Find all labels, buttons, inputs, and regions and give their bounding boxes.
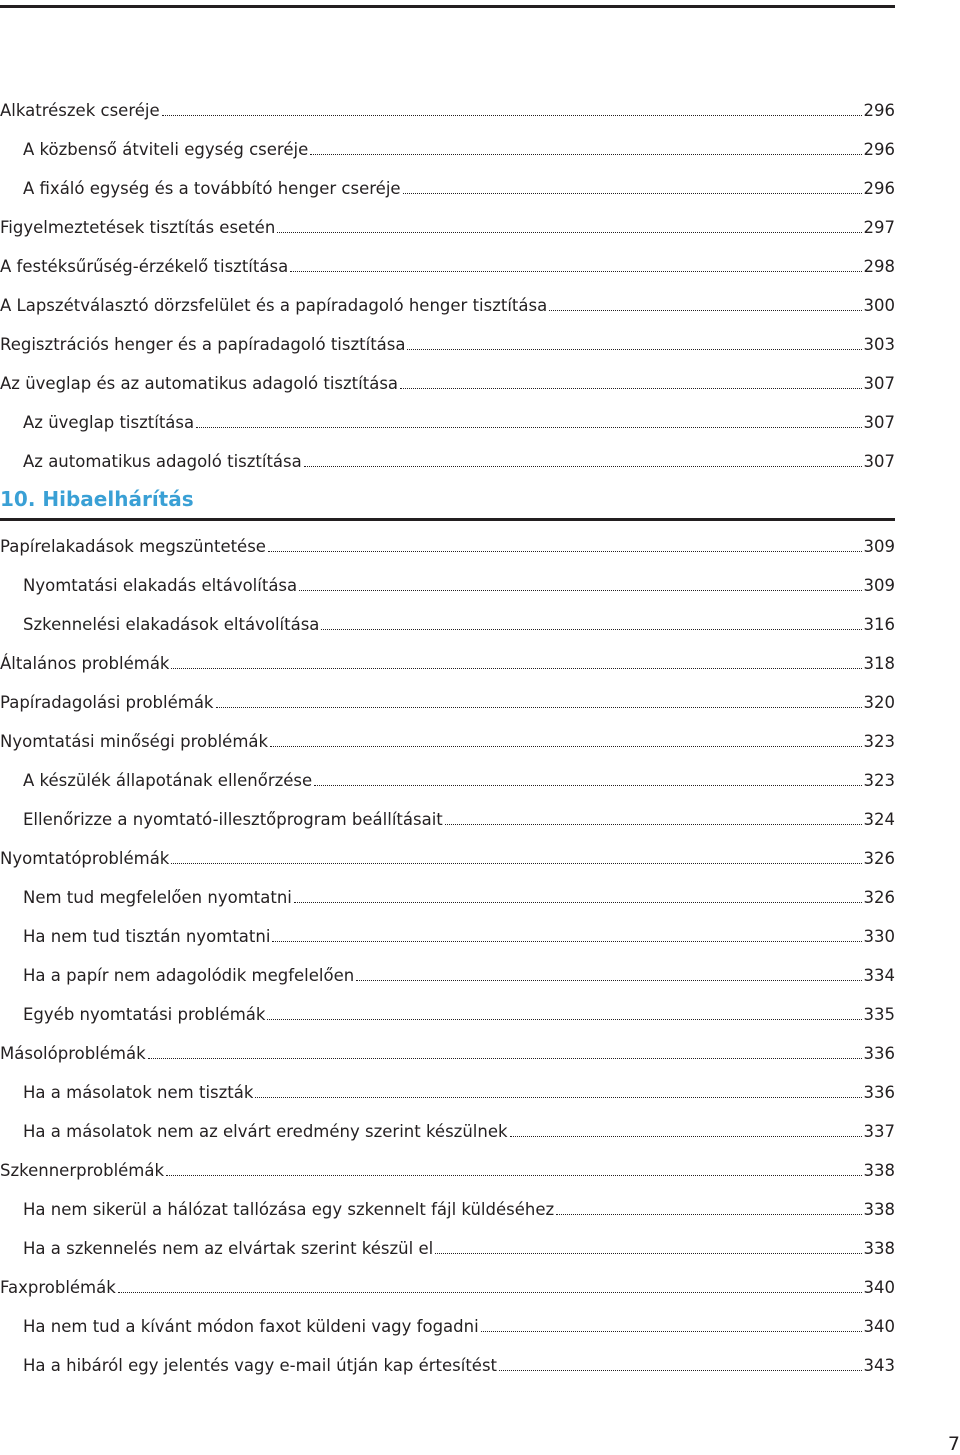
dot-leader: [148, 1058, 862, 1059]
toc-entry-title: Ha a hibáról egy jelentés vagy e-mail útján kap értesítést: [23, 1356, 498, 1375]
toc-entry-title: Ha nem tud a kívánt módon faxot küldeni vagy fogadni: [23, 1317, 479, 1336]
toc-entry[interactable]: [0, 1346, 895, 1385]
toc-entry[interactable]: [0, 403, 895, 442]
toc-entry[interactable]: [0, 169, 895, 208]
toc-entry-title: Regisztrációs henger és a papíradagoló tisztítása: [0, 335, 406, 354]
toc-entry[interactable]: [0, 878, 895, 917]
dot-leader: [299, 590, 861, 591]
toc-entry[interactable]: [0, 91, 895, 130]
toc-entry-page: 338: [863, 1239, 895, 1258]
toc-entry-page: 303: [863, 335, 895, 354]
toc-entry[interactable]: [0, 1190, 895, 1229]
toc-entry[interactable]: [0, 761, 895, 800]
toc-entry-title: Egyéb nyomtatási problémák: [23, 1005, 266, 1024]
dot-leader: [294, 902, 862, 903]
toc-entry-page: 334: [863, 966, 895, 985]
toc-entry[interactable]: [0, 683, 895, 722]
dot-leader: [304, 466, 862, 467]
toc-entry-page: 323: [863, 732, 895, 751]
toc-entry-title: Nyomtatási elakadás eltávolítása: [23, 576, 298, 595]
toc-entry-title: Papírelakadások megszüntetése: [0, 537, 266, 556]
toc-entry-page: 298: [863, 257, 895, 276]
dot-leader: [321, 629, 861, 630]
toc-entry[interactable]: [0, 1151, 895, 1190]
dot-leader: [356, 980, 861, 981]
dot-leader: [435, 1253, 861, 1254]
header-rule: [0, 5, 895, 8]
toc-entry-title: Ha a másolatok nem tiszták: [23, 1083, 254, 1102]
dot-leader: [171, 668, 861, 669]
toc-entry[interactable]: [0, 325, 895, 364]
table-of-contents: [0, 91, 895, 1385]
dot-leader: [310, 154, 861, 155]
dot-leader: [400, 388, 861, 389]
toc-entry-title: Ha nem sikerül a hálózat tallózása egy szkennelt fájl küldéséhez: [23, 1200, 555, 1219]
toc-entry[interactable]: [0, 1073, 895, 1112]
chapter-rule: [0, 518, 895, 521]
dot-leader: [268, 551, 862, 552]
toc-entry-page: 336: [863, 1044, 895, 1063]
dot-leader: [267, 1019, 861, 1020]
toc-entry-title: Ellenőrizze a nyomtató-illesztőprogram beállításait: [23, 810, 443, 829]
toc-entry-title: A készülék állapotának ellenőrzése: [23, 771, 313, 790]
dot-leader: [481, 1331, 862, 1332]
dot-leader: [166, 1175, 861, 1176]
toc-entry-title: Általános problémák: [0, 654, 170, 673]
toc-entry-title: Papíradagolási problémák: [0, 693, 214, 712]
toc-entry-page: 309: [863, 576, 895, 595]
toc-entry-page: 307: [863, 374, 895, 393]
toc-entry-title: Ha a másolatok nem az elvárt eredmény szerint készülnek: [23, 1122, 508, 1141]
toc-entry-page: 318: [863, 654, 895, 673]
toc-entry[interactable]: [0, 1112, 895, 1151]
toc-entry-page: 296: [863, 179, 895, 198]
toc-entry-page: 330: [863, 927, 895, 946]
toc-entry-title: Ha a papír nem adagolódik megfelelően: [23, 966, 355, 985]
toc-entry-title: Másolóproblémák: [0, 1044, 146, 1063]
toc-entry-title: Figyelmeztetések tisztítás esetén: [0, 218, 276, 237]
toc-entry-title: Az üveglap és az automatikus adagoló tisztítása: [0, 374, 399, 393]
dot-leader: [171, 863, 861, 864]
toc-entry[interactable]: [0, 800, 895, 839]
toc-entry-page: 336: [863, 1083, 895, 1102]
toc-entry[interactable]: [0, 1034, 895, 1073]
toc-entry-title: A Lapszétválasztó dörzsfelület és a papíradagoló henger tisztítása: [0, 296, 548, 315]
toc-entry[interactable]: [0, 247, 895, 286]
toc-entry[interactable]: [0, 644, 895, 683]
page-number: 7: [947, 1433, 960, 1455]
toc-entry-title: Faxproblémák: [0, 1278, 116, 1297]
toc-entry-title: Szkennelési elakadások eltávolítása: [23, 615, 320, 634]
toc-entry-title: Alkatrészek cseréje: [0, 101, 160, 120]
toc-entry-page: 338: [863, 1161, 895, 1180]
toc-entry-title: Az automatikus adagoló tisztítása: [23, 452, 302, 471]
toc-entry-title: A fixáló egység és a továbbító henger cseréje: [23, 179, 401, 198]
dot-leader: [290, 271, 861, 272]
dot-leader: [314, 785, 861, 786]
dot-leader: [549, 310, 861, 311]
toc-entry-title: Ha a szkennelés nem az elvártak szerint készül el: [23, 1239, 434, 1258]
toc-entry[interactable]: [0, 839, 895, 878]
toc-entry-page: 300: [863, 296, 895, 315]
toc-entry[interactable]: [0, 956, 895, 995]
toc-entry-page: 326: [863, 849, 895, 868]
toc-entry-page: 324: [863, 810, 895, 829]
toc-entry-page: 335: [863, 1005, 895, 1024]
dot-leader: [118, 1292, 862, 1293]
dot-leader: [270, 746, 861, 747]
toc-entry[interactable]: [0, 566, 895, 605]
toc-entry[interactable]: [0, 208, 895, 247]
toc-entry-page: 320: [863, 693, 895, 712]
toc-entry[interactable]: [0, 442, 895, 481]
toc-entry-page: 323: [863, 771, 895, 790]
dot-leader: [216, 707, 862, 708]
toc-entry[interactable]: [0, 722, 895, 761]
chapter-title: 10. Hibaelhárítás: [0, 487, 194, 511]
toc-entry[interactable]: [0, 605, 895, 644]
toc-entry-page: 326: [863, 888, 895, 907]
toc-entry-page: 337: [863, 1122, 895, 1141]
dot-leader: [510, 1136, 862, 1137]
toc-entry-page: 307: [863, 452, 895, 471]
toc-entry-page: 296: [863, 101, 895, 120]
dot-leader: [162, 115, 862, 116]
dot-leader: [445, 824, 862, 825]
toc-entry-title: Szkennerproblémák: [0, 1161, 165, 1180]
dot-leader: [272, 941, 861, 942]
toc-entry[interactable]: [0, 1229, 895, 1268]
dot-leader: [196, 427, 861, 428]
toc-entry[interactable]: [0, 1307, 895, 1346]
toc-entry[interactable]: [0, 286, 895, 325]
toc-entry-title: Nyomtatóproblémák: [0, 849, 170, 868]
dot-leader: [556, 1214, 861, 1215]
toc-entry-title: Nyomtatási minőségi problémák: [0, 732, 269, 751]
toc-entry[interactable]: [0, 1268, 895, 1307]
toc-entry[interactable]: [0, 130, 895, 169]
toc-entry-page: 343: [863, 1356, 895, 1375]
dot-leader: [499, 1370, 861, 1371]
dot-leader: [277, 232, 861, 233]
toc-entry[interactable]: [0, 995, 895, 1034]
toc-entry-page: 296: [863, 140, 895, 159]
toc-entry[interactable]: [0, 527, 895, 566]
toc-entry-page: 338: [863, 1200, 895, 1219]
toc-entry-page: 340: [863, 1278, 895, 1297]
dot-leader: [403, 193, 862, 194]
toc-entry-title: A közbenső átviteli egység cseréje: [23, 140, 309, 159]
toc-entry-page: 297: [863, 218, 895, 237]
dot-leader: [255, 1097, 861, 1098]
toc-entry[interactable]: [0, 917, 895, 956]
toc-entry-title: Nem tud megfelelően nyomtatni: [23, 888, 292, 907]
toc-entry-page: 307: [863, 413, 895, 432]
toc-entry-page: 316: [863, 615, 895, 634]
toc-entry-title: Ha nem tud tisztán nyomtatni: [23, 927, 271, 946]
chapter-heading[interactable]: [0, 481, 895, 527]
toc-entry[interactable]: [0, 364, 895, 403]
toc-entry-title: Az üveglap tisztítása: [23, 413, 195, 432]
toc-entry-page: 309: [863, 537, 895, 556]
toc-entry-page: 340: [863, 1317, 895, 1336]
dot-leader: [407, 349, 861, 350]
toc-entry-title: A festéksűrűség-érzékelő tisztítása: [0, 257, 289, 276]
